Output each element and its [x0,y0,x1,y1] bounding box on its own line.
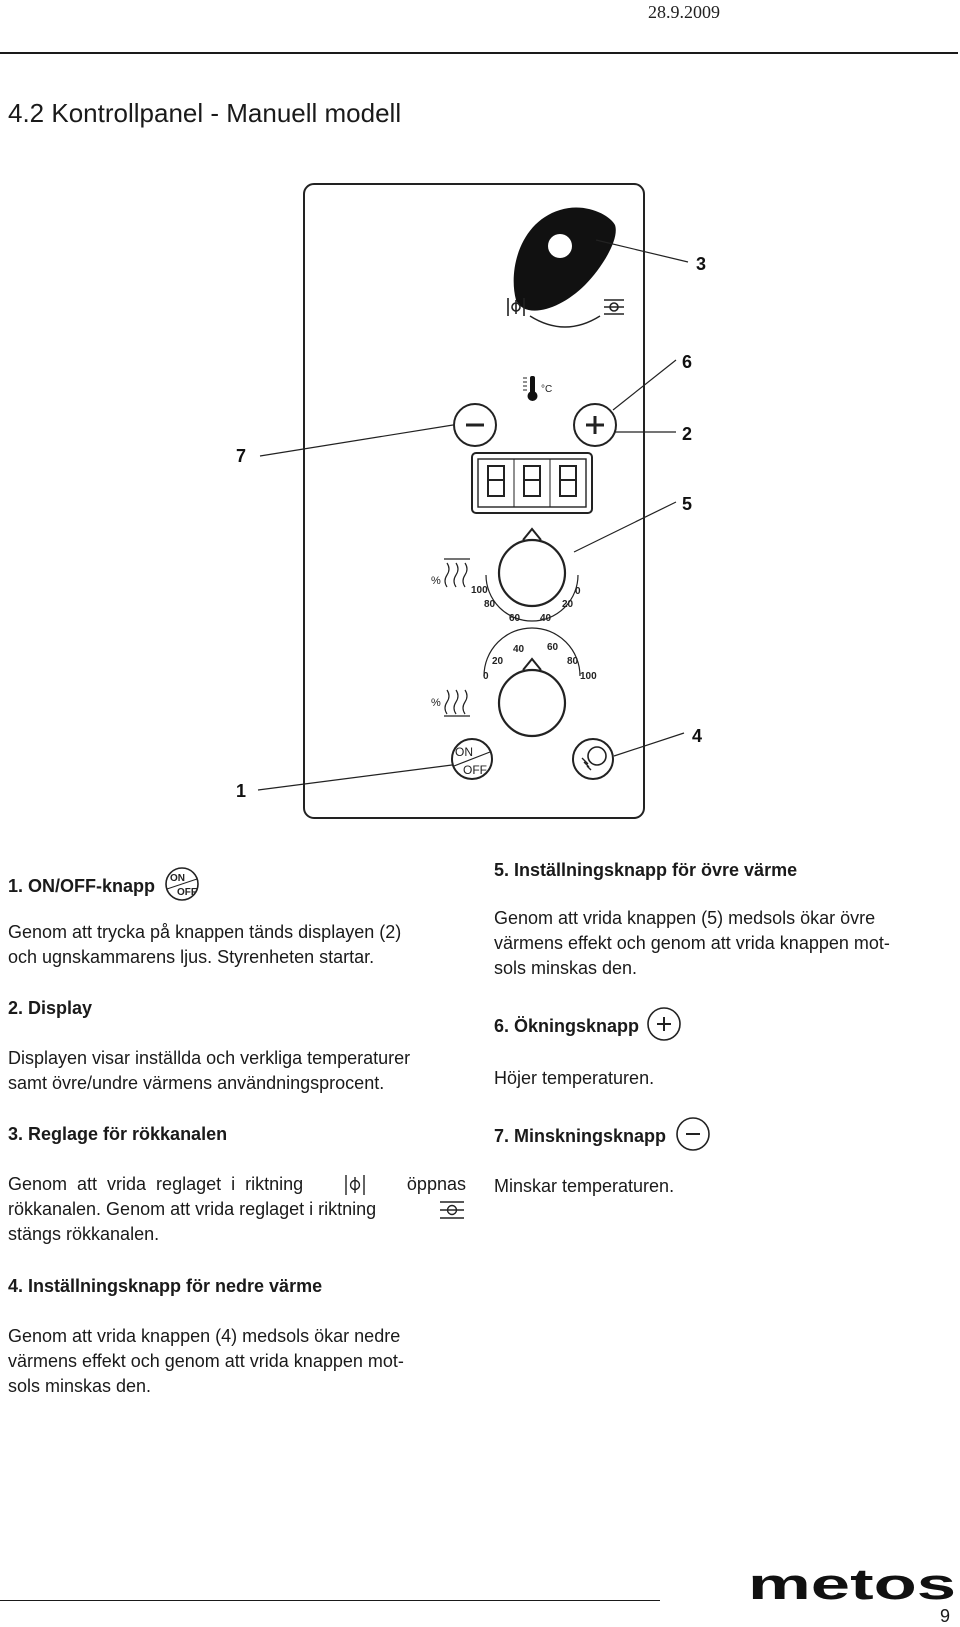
svg-text:metos: metos [748,1570,956,1604]
section-3-body [8,1172,466,1247]
leader-4 [614,733,684,756]
onoff-off-label: OFF [463,763,487,777]
damper-closed-icon [604,300,624,314]
section-4-line-3: sols minskas den. [8,1376,152,1396]
leader-3 [596,240,688,262]
section-5-line-1: Genom att vrida knappen (5) medsols ökar övre [494,908,876,928]
damper-closed-icon [438,1198,466,1222]
section-5-body [494,906,954,981]
thermometer-icon [523,376,538,401]
upper-scale-40: 40 [540,613,552,624]
lower-scale-20: 20 [492,656,504,667]
lower-percent: % [431,697,441,709]
leader-5 [574,502,676,552]
control-panel-diagram [0,170,960,830]
upper-scale-20: 20 [562,599,574,610]
upper-scale-60: 60 [509,613,521,624]
damper-arc [530,316,600,327]
page-title: 4.2 Kontrollpanel - Manuell modell [8,98,402,128]
upper-heat-icon [444,559,470,587]
callout-5: 5 [682,494,693,514]
section-7-heading-text: 7. Minskningsknapp [494,1125,667,1146]
section-3-heading: 3. Reglage för rökkanalen [8,1124,228,1144]
minus-button-drawing [454,404,496,446]
plus-button-drawing [574,404,616,446]
upper-scale-0: 0 [575,586,581,597]
section-6-heading [494,1012,682,1042]
lower-scale-0: 0 [483,671,489,682]
seven-segment-display [472,453,592,513]
lower-heat-icon [444,690,470,716]
section-1-line-2: och ugnskammarens ljus. Styrenheten startar. [8,947,375,967]
section-7-heading [494,1122,711,1152]
onoff-on-label: ON [455,745,473,759]
celsius-label: °C [541,384,553,395]
section-1-heading-text: 1. ON/OFF-knapp [8,875,156,896]
section-6-heading-text: 6. Ökningsknapp [494,1015,640,1036]
minus-icon [675,1116,711,1152]
section-2-line-2: samt övre/undre värmens användningsprocent. [8,1073,385,1093]
callout-6: 6 [682,352,693,372]
section-3-line-1b: öppnas [406,1174,466,1194]
callout-3: 3 [696,254,707,274]
lower-scale-60: 60 [547,642,559,653]
section-4-line-2: värmens effekt och genom att vrida knappen mot- [8,1351,404,1371]
section-2-heading: 2. Display [8,998,93,1018]
svg-text:OFF: OFF [177,887,198,898]
leader-1 [258,765,452,790]
light-button-drawing [573,739,613,779]
plus-icon [646,1006,682,1042]
section-1-heading [8,872,200,902]
onoff-icon [164,866,200,902]
section-3-line-3: stängs rökkanalen. [8,1224,160,1244]
svg-text:ON: ON [170,873,186,884]
section-2-line-1: Displayen visar inställda och verkliga temperaturer [8,1048,411,1068]
leader-7 [260,425,453,456]
callout-1: 1 [236,781,247,801]
callout-2: 2 [682,424,693,444]
section-4-line-1: Genom att vrida knappen (4) medsols ökar nedre [8,1326,401,1346]
upper-scale-80: 80 [484,599,496,610]
upper-percent: % [431,575,441,587]
section-4-body [8,1324,468,1399]
section-5-heading: 5. Inställningsknapp för övre värme [494,860,798,880]
section-7-body: Minskar temperaturen. [494,1176,675,1196]
section-5-line-2: värmens effekt och genom att vrida knappen mot- [494,933,890,953]
lower-scale-40: 40 [513,644,525,655]
metos-logo [748,1570,958,1604]
header-rule [0,52,958,54]
damper-knob [514,208,616,311]
section-5-line-3: sols minskas den. [494,958,638,978]
section-3-line-2 [8,1197,466,1222]
upper-scale-100: 100 [471,585,488,596]
section-3-line-2-text: rökkanalen. Genom att vrida reglaget i riktning [8,1199,377,1219]
section-3-line-1 [8,1172,466,1197]
section-6-body: Höjer temperaturen. [494,1068,655,1088]
header-date: 28.9.2009 [648,2,720,22]
section-3-line-1a: Genom att vrida reglaget i riktning [8,1174,304,1194]
section-1-line-1: Genom att trycka på knappen tänds displayen (2) [8,922,402,942]
section-2-body [8,1046,478,1096]
callout-7: 7 [236,446,247,466]
lower-scale-80: 80 [567,656,579,667]
damper-open-icon [340,1173,370,1197]
section-1-body [8,920,468,970]
lower-scale-100: 100 [580,671,597,682]
callout-4: 4 [692,726,703,746]
section-4-heading: 4. Inställningsknapp för nedre värme [8,1276,323,1296]
lower-heat-knob [484,628,580,736]
page-number: 9 [940,1606,951,1626]
footer-rule [0,1600,660,1601]
